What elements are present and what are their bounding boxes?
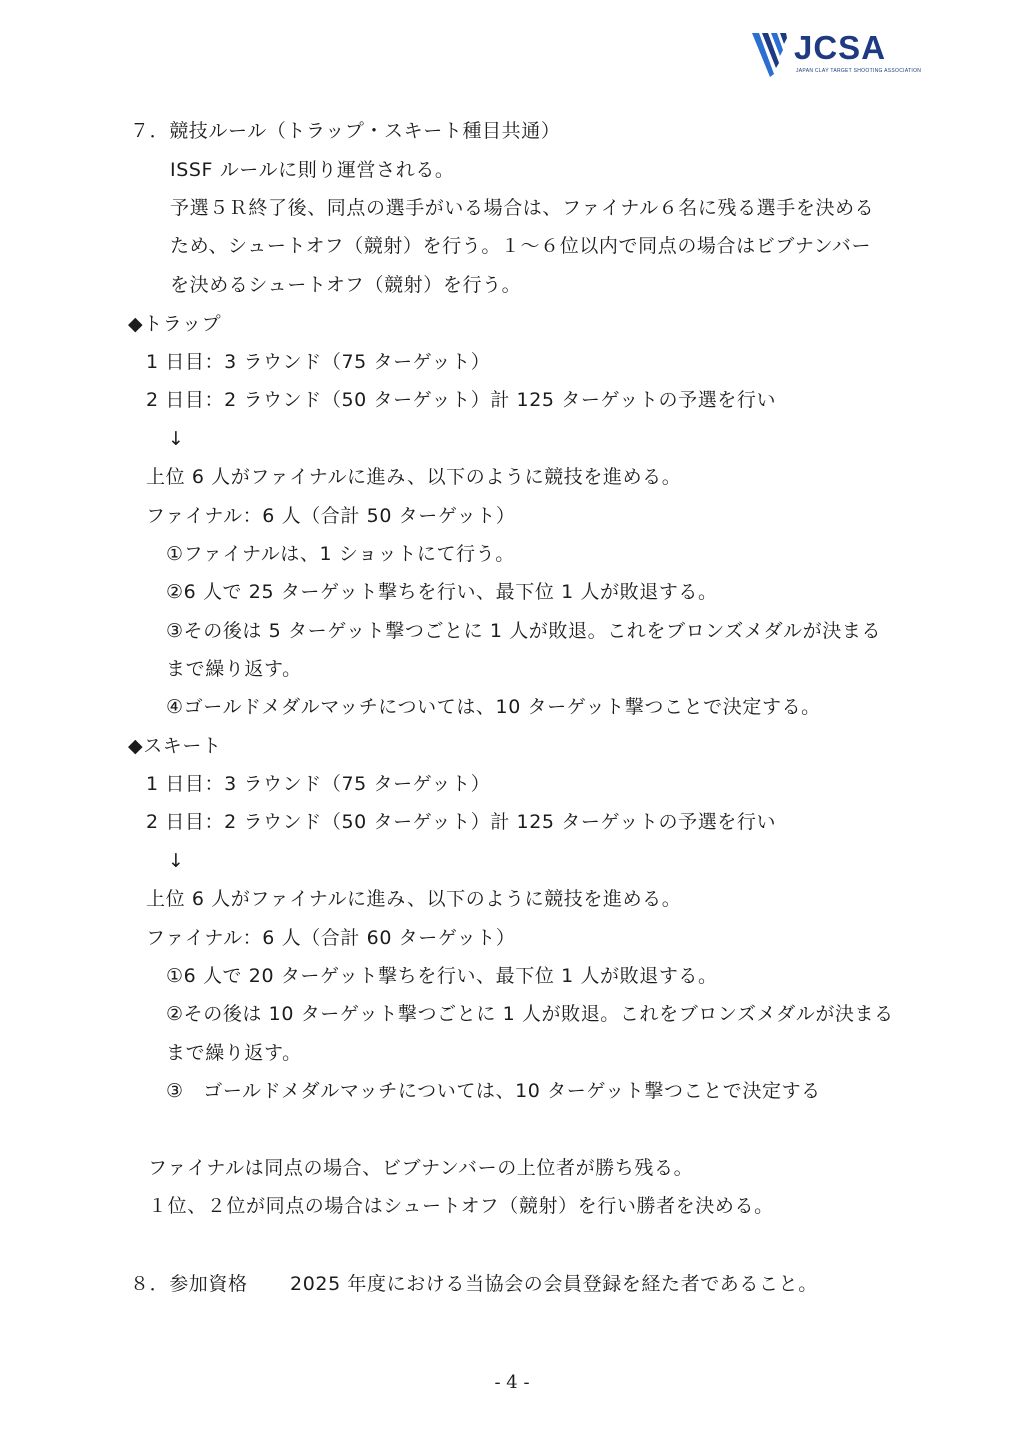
logo-wordmark: JCSA: [794, 29, 887, 66]
rules-intro-line: ISSF ルールに則り運営される。: [170, 159, 455, 181]
logo-chevrons-icon: [752, 30, 796, 78]
section-7-heading: ７．競技ルール（トラップ・スキート種目共通）: [130, 120, 561, 142]
trap-day1: 1 日目：3 ラウンド（75 ターゲット）: [146, 351, 491, 373]
skeet-day2: 2 日目：2 ラウンド（50 ターゲット）計 125 ターゲットの予選を行い: [146, 811, 777, 833]
trap-day2: 2 日目：2 ラウンド（50 ターゲット）計 125 ターゲットの予選を行い: [146, 389, 777, 411]
trap-down-arrow-icon: ↓: [168, 428, 185, 450]
skeet-day1: 1 日目：3 ラウンド（75 ターゲット）: [146, 773, 491, 795]
rules-intro-line: 予選５Ｒ終了後、同点の選手がいる場合は、ファイナル６名に残る選手を決める: [170, 197, 875, 219]
skeet-final-item: ③ ゴールドメダルマッチについては、10 ターゲット撃つことで決定する: [166, 1080, 821, 1102]
trap-final: ファイナル：6 人（合計 50 ターゲット）: [146, 505, 516, 527]
skeet-final: ファイナル：6 人（合計 60 ターゲット）: [146, 927, 516, 949]
skeet-final-item: ②その後は 10 ターゲット撃つごとに 1 人が敗退。これをブロンズメダルが決まる: [166, 1003, 894, 1025]
section-8-heading: ８．参加資格: [130, 1273, 248, 1295]
skeet-final-item: まで繰り返す。: [166, 1042, 302, 1064]
page-number: - 4 -: [494, 1372, 530, 1393]
tie-note: １位、２位が同点の場合はシュートオフ（競射）を行い勝者を決める。: [148, 1195, 774, 1217]
logo-subtitle: JAPAN CLAY TARGET SHOOTING ASSOCIATION: [796, 68, 922, 74]
trap-heading: ◆トラップ: [128, 313, 222, 335]
eligibility-text: 2025 年度における当協会の会員登録を経た者であること。: [290, 1273, 818, 1295]
trap-final-item: ④ゴールドメダルマッチについては、10 ターゲット撃つことで決定する。: [166, 696, 821, 718]
skeet-final-item: ①6 人で 20 ターゲット撃ちを行い、最下位 1 人が敗退する。: [166, 965, 718, 987]
rules-intro-line: ため、シュートオフ（競射）を行う。１～６位以内で同点の場合はビブナンバー: [170, 235, 872, 257]
tie-note: ファイナルは同点の場合、ビブナンバーの上位者が勝ち残る。: [148, 1157, 694, 1179]
trap-final-item: まで繰り返す。: [166, 658, 302, 680]
rules-intro-line: を決めるシュートオフ（競射）を行う。: [170, 274, 522, 296]
skeet-heading: ◆スキート: [128, 735, 222, 757]
jcsa-logo: [752, 29, 922, 80]
trap-final-item: ①ファイナルは、1 ショットにて行う。: [166, 543, 515, 565]
skeet-down-arrow-icon: ↓: [168, 850, 185, 872]
trap-final-item: ③その後は 5 ターゲット撃つごとに 1 人が敗退。これをブロンズメダルが決まる: [166, 620, 882, 642]
trap-final-item: ②6 人で 25 ターゲット撃ちを行い、最下位 1 人が敗退する。: [166, 581, 718, 603]
trap-advance: 上位 6 人がファイナルに進み、以下のように競技を進める。: [146, 466, 682, 488]
skeet-advance: 上位 6 人がファイナルに進み、以下のように競技を進める。: [146, 888, 682, 910]
